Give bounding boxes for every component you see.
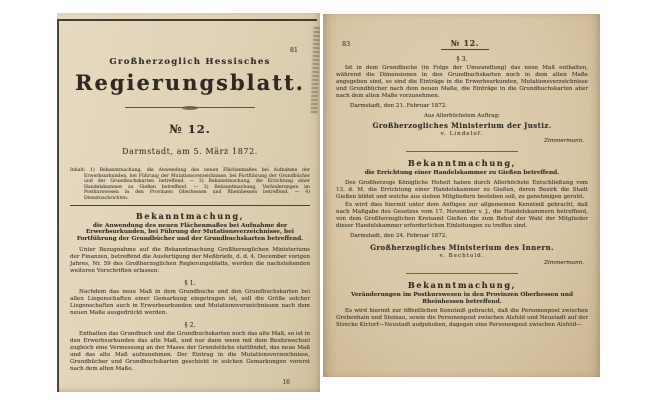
announcement2-heading: Bekanntmachung, xyxy=(407,158,517,168)
announcement1-subject: die Anwendung des neuen Flächenmaßes bei Aufnahme der Erwerbsurkunden, bei Führung der Mutationsverzeichnisse, bei Fortführung der Grundbücher und der Grundbuchskarten betreffend. xyxy=(76,222,304,243)
dateline-innern: Darmstadt, den 24. Februar 1872. xyxy=(350,232,448,239)
sheet-signature-mark: 16 xyxy=(282,378,290,386)
section1-text: Nachdem das neue Maß in dem Grundbuche und den Grundbuchskarten bei allen Liegenschaften einer Gemarkung eingetragen ist, soll die Größe solcher Liegenschaften auch in Erwerbsurkunden und Mutationsverzeichnissen nach dem neuen Maße ausgedrückt werden. xyxy=(70,288,310,316)
title-divider-ornament xyxy=(125,107,255,111)
section2-text: Enthalten das Grundbuch und die Grundbuchskarten noch das alte Maß, so ist in den Erwerbsurkunden das alte Maß, und nur dann wenn mit dem Besitzwechsel zugleich eine Vermessung an der Masse der Grundstücke stattfindet, das neue Maß und das alte Maß aufzunehmen. Der Eintrag in die Mutationsverzeichnisse, Grundbücher und Grundbuchskarten geschieht in solchen Gemarkungen vorerst nach dem alten Maße. xyxy=(70,330,310,372)
masthead-title: Regierungsblatt. xyxy=(75,70,305,95)
page-left-81 xyxy=(57,13,320,392)
section3-label: § 3. xyxy=(456,56,468,63)
signer-lindelof: v. Lindelof. xyxy=(440,131,484,137)
countersigner-zimmermann-1: Zimmermann. xyxy=(544,138,584,144)
section3-text: Ist in dem Grundbuche (in Folge der Umwandlung) das neue Maß enthalten, während die Dimensionen in den Grundbuchskarten noch in dem alten Maße angegeben sind, so sind die Einträge in die Erwerbsurkunden, Mutationsverzeichnisse und Grundbücher nach dem neuen Maße, die Einträge in die Grundbuchskarten aber nach dem alten Maße vorzunehmen. xyxy=(336,65,588,99)
announcement3-heading: Bekanntmachung, xyxy=(407,279,517,290)
scan-edge-left xyxy=(57,19,59,392)
masthead-publisher: Großherzoglich Hessisches xyxy=(109,57,271,67)
table-of-contents: Inhalt: 1) Bekanntmachung, die Anwendung des neuen Flächenmaßes bei Aufnahme der Erwerbsurkunden, bei Führung der Mutationsverzeichnisse, bei Fortführung der Grundbücher und der Grundbuchskarten betreffend. — 2) Bekanntmachung, die Errichtung einer Handelskammer zu Gießen betreffend. — 3) Bekanntmachung, Veränderungen im Postkurswesen in den Provinzen Oberhessen und Rheinhessen betreffend. — 4) Dienstnachrichten. xyxy=(70,168,310,201)
page-corner-curl xyxy=(323,350,349,377)
announcement1-heading: Bekanntmachung, xyxy=(135,210,245,221)
announcement2-para1: Des Großherzogs Königliche Hoheit haben durch Allerhöchste Entschließung vom 13. d. M. die Errichtung einer Handelskammer zu Gießen, deren Bezirk die Stadt Gießen bildet und welche aus sieben Mitgliedern bestehen soll, zu genehmigen geruht. xyxy=(336,179,588,200)
dateline-justiz: Darmstadt, den 21. Februar 1872. xyxy=(350,103,448,109)
announcement3-para1: Es wird hiermit zur öffentlichen Kenntniß gebracht, daß die Personenpost zwischen Grebenhain und Steinau, sowie die Personenpost zwischen Alsfeld und Neustadt auf der Strecke Kirtorf—Neustadt aufgehoben, dagegen eine Personenpost zwischen Alsfeld— xyxy=(336,308,588,329)
announcement1-intro: Unter Bezugnahme auf die Bekanntmachung Großherzoglichen Ministeriums der Finanzen, betreffend die Ausfertigung der Meßbriefe, d. d. 4. December vorigen Jahres, Nr. 59 des Großherzoglichen Regierungsblatts, werden die nachstehenden weiteren Vorschriften erlassen: xyxy=(70,246,310,274)
issue-number: № 12. xyxy=(169,122,211,136)
contents-rule xyxy=(70,205,310,206)
announcement-divider-1 xyxy=(406,151,518,152)
ministry-justiz: Großherzogliches Ministerium der Justiz. xyxy=(372,121,552,130)
announcement3-subject: Veränderungen im Postkurswesen in den Provinzen Oberhessen und Rheinhessen betreffend. xyxy=(350,291,574,305)
library-stamp-smudge xyxy=(310,27,320,115)
page-number-left: 81 xyxy=(289,46,298,54)
announcement2-subject: die Errichtung einer Handelskammer zu Gießen betreffend. xyxy=(364,170,560,176)
ministry-innern: Großherzogliches Ministerium des Innern. xyxy=(370,242,554,252)
issue-dateline: Darmstadt, am 5. März 1872. xyxy=(122,147,258,156)
page-right-83 xyxy=(323,14,600,377)
section1-label: § 1. xyxy=(184,279,196,287)
announcement2-para2: Es wird dies hiermit unter dem Anfügen zur allgemeinen Kenntniß gebracht, daß nach Maßgabe des Gesetzes vom 17. November v. J., die Handelskammern betreffend, von dem Großherzoglichen Kreisamt Gießen die zum Behuf der Wahl der Mitglieder dieser Handelskammer erforderlichen Einleitungen zu treffen sind. xyxy=(336,201,588,229)
page-number-right: 83 xyxy=(342,40,351,48)
signer-bechtold: v. Bechtold. xyxy=(439,252,485,259)
running-header xyxy=(336,31,588,50)
section2-label: § 2. xyxy=(184,321,196,329)
announcement-divider-2 xyxy=(406,273,518,274)
running-issue-number: № 12. xyxy=(441,38,489,50)
auftrag-line: Aus Allerhöchstem Auftrag: xyxy=(424,113,500,119)
countersigner-zimmermann-2: Zimmermann. xyxy=(544,259,584,266)
